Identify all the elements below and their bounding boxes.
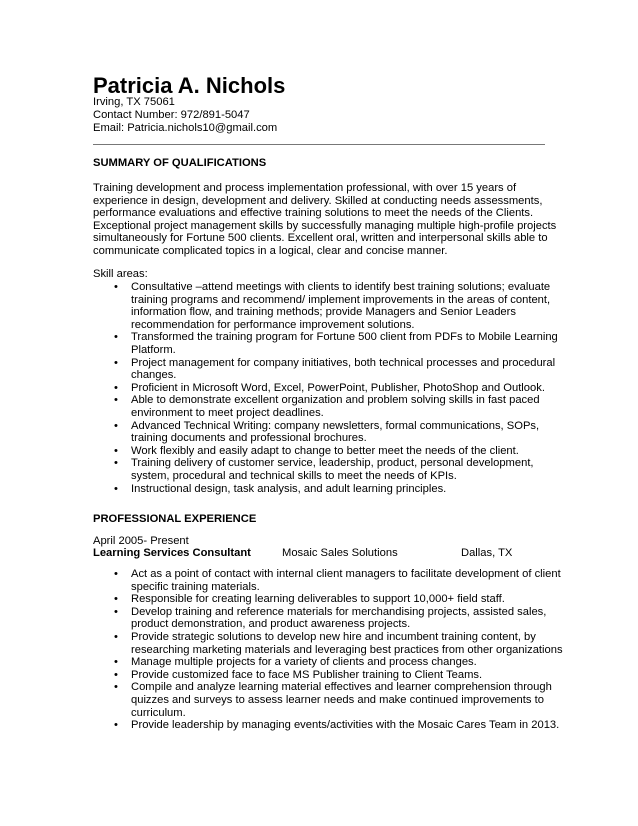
- skill-item-text: system, procedural and technical skills to meet the needs of KPIs.: [131, 469, 457, 482]
- skill-item-text: changes.: [131, 369, 177, 382]
- experience-heading: PROFESSIONAL EXPERIENCE: [93, 513, 257, 525]
- experience-item: [93, 593, 553, 606]
- skill-item-text: Consultative –attend meetings with clients to identify best training solutions; evaluate: [131, 281, 551, 293]
- bullet-icon: •: [114, 331, 118, 344]
- experience-item: [93, 606, 553, 631]
- skill-item: [93, 382, 553, 395]
- skill-item: [93, 394, 553, 419]
- experience-item: [93, 630, 563, 656]
- summary-line: simultaneously for Fortune 500 clients. Excellent oral, written and interpersonal skills able to: [93, 232, 548, 245]
- summary-line: experience in design, development and delivery. Skilled at conducting needs assessments,: [93, 194, 543, 207]
- bullet-icon: •: [114, 381, 118, 394]
- skill-item-text: training programs and recommend/ implement improvements in the areas of content,: [131, 293, 551, 306]
- summary-line: performance evaluations and effective training solutions to meet the needs of the Clients.: [93, 207, 534, 220]
- experience-item-text: quizzes and surveys to assess learner needs and make continued improvements to: [131, 693, 544, 706]
- experience-item-text: product demonstration, and product awareness projects.: [131, 618, 411, 631]
- experience-item: [93, 568, 561, 593]
- skill-item-text: Project management for company initiatives, both technical processes and procedural: [131, 356, 556, 369]
- skills-list: [93, 281, 558, 495]
- experience-item: [93, 719, 560, 732]
- bullet-icon: •: [114, 482, 118, 495]
- skill-item: [93, 356, 556, 382]
- experience-item-text: Provide customized face to face MS Publisher training to Client Teams.: [131, 668, 483, 681]
- summary-line: communicate complicated topics in a logical, clear and concise manner.: [93, 244, 448, 257]
- summary-line: Exceptional project management skills by successfully managing multiple high-profile projects: [93, 219, 557, 232]
- contact-block: [93, 96, 277, 135]
- address-line: Irving, TX 75061: [93, 96, 175, 108]
- skill-item: [93, 483, 553, 496]
- email-line: Email: Patricia.nichols10@gmail.com: [93, 122, 278, 134]
- skill-item-text: Proficient in Microsoft Word, Excel, PowerPoint, Publisher, PhotoShop and Outlook.: [131, 381, 545, 394]
- experience-bullets: [93, 568, 563, 732]
- skill-item: [93, 457, 553, 482]
- bullet-icon: •: [114, 681, 118, 694]
- bullet-icon: •: [114, 656, 118, 669]
- bullet-icon: •: [114, 419, 118, 432]
- experience-item: [93, 669, 553, 682]
- skill-item-text: Advanced Technical Writing: company newsletters, formal communications, SOPs,: [131, 419, 540, 432]
- job-employer: Mosaic Sales Solutions: [282, 547, 398, 559]
- skills-label-block: [93, 268, 533, 281]
- skill-item-text: Platform.: [131, 343, 176, 356]
- bullet-icon: •: [114, 444, 118, 457]
- experience-item-text: Compile and analyze learning material effectives and learner comprehension through: [131, 681, 552, 694]
- experience-item: [93, 681, 553, 719]
- summary-paragraph: [93, 182, 557, 258]
- bullet-icon: •: [114, 668, 118, 681]
- experience-item-text: Develop training and reference materials for merchandising projects, assisted sales,: [131, 605, 547, 618]
- experience-item: [93, 656, 553, 669]
- skill-item: [93, 331, 558, 356]
- skill-item-text: Training delivery of customer service, leadership, product, personal development,: [131, 457, 534, 470]
- skills-label: Skill areas:: [93, 268, 148, 280]
- experience-item-text: specific training materials.: [131, 580, 260, 593]
- job-title: Learning Services Consultant: [93, 547, 251, 559]
- skill-item: [93, 445, 553, 458]
- skill-item-text: Instructional design, task analysis, and adult learning principles.: [131, 482, 447, 495]
- experience-item-text: Manage multiple projects for a variety of clients and process changes.: [131, 656, 477, 669]
- summary-heading: SUMMARY OF QUALIFICATIONS: [93, 157, 267, 169]
- bullet-icon: •: [114, 394, 118, 407]
- bullet-icon: •: [114, 457, 118, 470]
- job-dates-block: [93, 535, 533, 548]
- bullet-icon: •: [114, 605, 118, 618]
- skill-item-text: Able to demonstrate excellent organization and problem solving skills in fast paced: [131, 394, 540, 407]
- summary-line: Training development and process implementation professional, with over 15 years of: [93, 182, 517, 194]
- bullet-icon: •: [114, 568, 118, 580]
- experience-item-text: researching marketing materials and leveraging best practices from other organizations: [131, 643, 563, 656]
- skill-item-text: Work flexibly and easily adapt to change to better meet the needs of the client.: [131, 444, 519, 457]
- header-divider: [93, 144, 545, 145]
- bullet-icon: •: [114, 356, 118, 369]
- experience-item-text: Provide strategic solutions to develop new hire and incumbent training content, by: [131, 630, 536, 643]
- candidate-name: Patricia A. Nichols: [93, 73, 286, 98]
- skill-item-text: training documents and professional brochures.: [131, 432, 367, 445]
- bullet-icon: •: [114, 719, 118, 732]
- skill-item-text: recommendation for performance improvement solutions.: [131, 318, 415, 331]
- skill-item-text: Transformed the training program for Fortune 500 client from PDFs to Mobile Learning: [131, 331, 558, 344]
- experience-item-text: Provide leadership by managing events/activities with the Mosaic Cares Team in 2013.: [131, 719, 560, 732]
- experience-item-text: curriculum.: [131, 706, 186, 719]
- job-dates: April 2005- Present: [93, 535, 189, 547]
- bullet-icon: •: [114, 593, 118, 606]
- skill-item: [93, 420, 553, 445]
- skill-item-text: information flow, and training methods; provide Managers and Senior Leaders: [131, 306, 516, 319]
- phone-line: Contact Number: 972/891-5047: [93, 109, 250, 121]
- job-location: Dallas, TX: [461, 547, 513, 559]
- experience-item-text: Act as a point of contact with internal client managers to facilitate development of client: [131, 568, 561, 580]
- bullet-icon: •: [114, 281, 118, 293]
- bullet-icon: •: [114, 630, 118, 643]
- experience-item-text: Responsible for creating learning deliverables to support 10,000+ field staff.: [131, 593, 505, 606]
- skill-item: [93, 281, 553, 331]
- skill-item-text: environment to meet project deadlines.: [131, 406, 324, 419]
